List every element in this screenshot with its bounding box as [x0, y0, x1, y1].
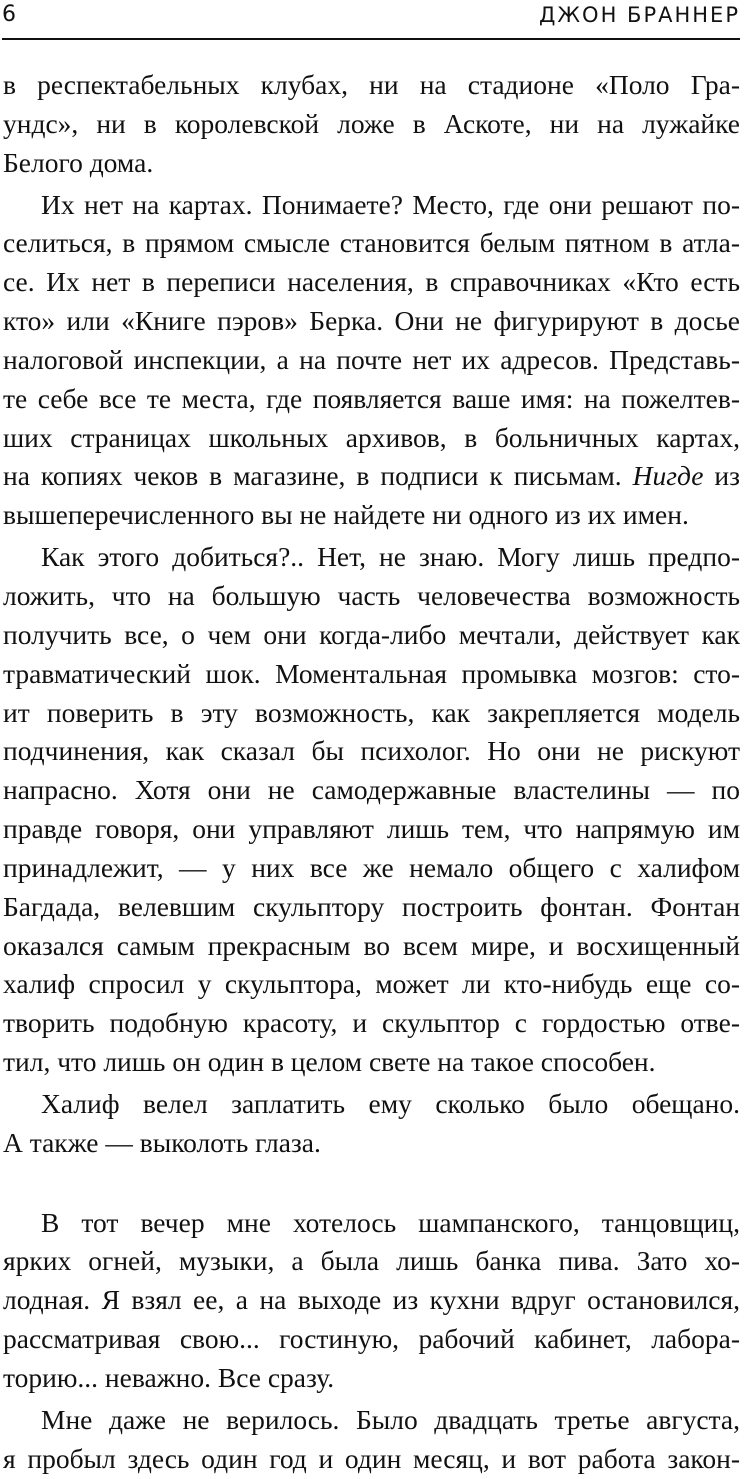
text-line: те себе все те места, где появляется ваше имя: на пожелтев- — [3, 382, 740, 414]
text-line: я пробыл здесь один год и один месяц, и вот работа закон- — [3, 1442, 740, 1474]
text-line: оказался самым прекрасным во всем мире, и восхищенный — [3, 929, 740, 961]
body-text — [3, 66, 740, 1479]
text-line: ложить, что на большую часть человечества возможность — [3, 579, 740, 611]
text-line: налоговой инспекции, а на почте нет их адресов. Представь- — [3, 343, 740, 375]
text-segment: на копиях чеков в магазине, в подписи к письмам. — [3, 460, 633, 492]
text-line: ундс», ни в королевской ложе в Аскоте, ни на лужайке — [3, 107, 740, 139]
text-line — [3, 457, 740, 496]
text-line: ших страницах школьных архивов, в больничных картах, — [3, 421, 740, 453]
text-line: получить все, о чем они когда-либо мечтали, действует как — [3, 618, 740, 650]
text-line: вышеперечисленного вы не найдете ни одного из их имен. — [3, 499, 689, 531]
text-line: В тот вечер мне хотелось шампанского, танцовщиц, — [41, 1206, 740, 1238]
page-number: 6 — [2, 2, 16, 27]
text-line: ит поверить в эту возможность, как закрепляется модель — [3, 696, 740, 728]
section-break — [3, 1163, 740, 1201]
text-line: А также — выколоть глаза. — [3, 1126, 321, 1158]
running-head-author: ДЖОН БРАННЕР — [539, 3, 740, 27]
text-line: торию... неважно. Все сразу. — [3, 1362, 335, 1393]
emphasis-text: Нигде — [632, 460, 704, 492]
text-line: Их нет на картах. Понимаете? Место, где они решают по- — [41, 188, 740, 220]
text-line: селиться, в прямом смысле становится белым пятном в атла- — [3, 227, 740, 259]
text-line: Белого дома. — [3, 146, 154, 178]
text-line: рассматривая свою... гостиную, рабочий кабинет, лабора- — [3, 1323, 740, 1355]
text-line: Как этого добиться?.. Нет, не знаю. Могу лишь предпо- — [41, 541, 740, 573]
text-line: се. Их нет в переписи населения, в справочниках «Кто есть — [3, 266, 740, 298]
text-line: творить подобную красоту, и скульптор с гордостью отве- — [3, 1007, 740, 1039]
text-line: подчинения, как сказал бы психолог. Но они не рискуют — [3, 735, 740, 767]
text-line: Халиф велел заплатить ему сколько было обещано. — [41, 1087, 740, 1119]
text-line: в респектабельных клубах, ни на стадионе «Поло Гра- — [3, 69, 740, 100]
text-line: халиф спросил у скульптора, может ли кто-нибудь еще со- — [3, 968, 740, 1000]
text-line: тил, что лишь он один в целом свете на такое способен. — [3, 1046, 656, 1078]
text-segment: из — [703, 460, 740, 492]
text-line: лодная. Я взял ее, а на выходе из кухни вдруг остановился, — [3, 1284, 740, 1316]
text-line: кто» или «Книге пэров» Берка. Они не фигурируют в досье — [3, 305, 740, 337]
text-line: Багдада, велевшим скульптору построить фонтан. Фонтан — [3, 890, 740, 922]
page-header — [2, 0, 740, 40]
text-line: правде говоря, они управляют лишь тем, что напрямую им — [3, 813, 740, 845]
text-line: Мне даже не верилось. Было двадцать третье августа, — [41, 1403, 740, 1435]
text-line: напрасно. Хотя они не самодержавные властелины — по — [3, 774, 740, 806]
text-line: ярких огней, музыки, а была лишь банка пива. Зато хо- — [3, 1245, 740, 1277]
text-line: принадлежит, — у них все же немало общего с халифом — [3, 851, 740, 883]
text-line: травматический шок. Моментальная промывка мозгов: сто- — [3, 657, 740, 689]
